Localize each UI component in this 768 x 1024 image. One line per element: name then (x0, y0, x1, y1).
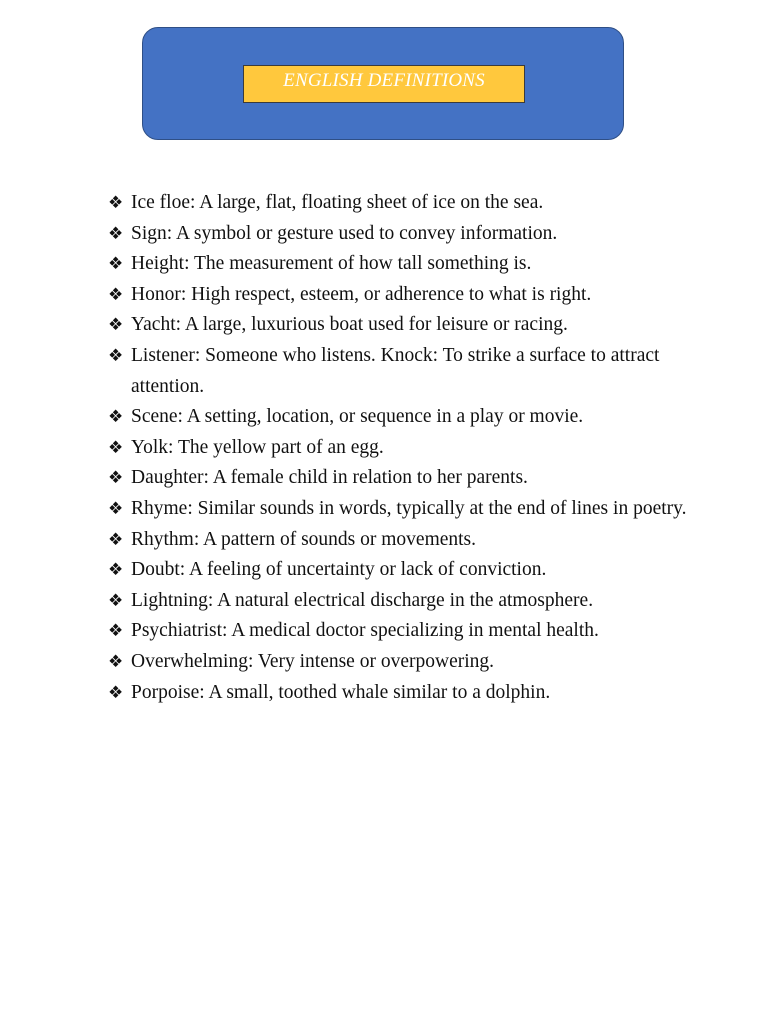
bullet-icon: ❖ (108, 437, 124, 457)
definition-text: Psychiatrist: A medical doctor specializing in mental health. (131, 620, 599, 642)
bullet-icon: ❖ (108, 193, 124, 212)
bullet-icon: ❖ (108, 498, 124, 518)
bullet-icon: ❖ (108, 345, 124, 365)
definition-text: Yolk: The yellow part of an egg. (131, 436, 384, 458)
list-item (108, 219, 688, 250)
definition-text: Honor: High respect, esteem, or adherence to what is right. (131, 283, 592, 305)
definition-text: Ice floe: A large, flat, floating sheet of ice on the sea. (131, 192, 544, 213)
definition-text: Doubt: A feeling of uncertainty or lack of conviction. (131, 559, 547, 581)
definition-text: Sign: A symbol or gesture used to convey information. (131, 222, 558, 244)
list-item (108, 555, 688, 586)
list-item (108, 525, 688, 556)
bullet-icon: ❖ (108, 682, 124, 702)
definition-text: Listener: Someone who listens. Knock: To strike a surface to attract attention. (131, 344, 660, 397)
bullet-icon: ❖ (108, 560, 124, 580)
page-title: ENGLISH DEFINITIONS (283, 70, 485, 91)
definition-text: Height: The measurement of how tall something is. (131, 253, 532, 275)
definition-text: Rhythm: A pattern of sounds or movements. (131, 528, 477, 550)
header-banner (142, 27, 624, 140)
list-item (108, 616, 688, 647)
bullet-icon: ❖ (108, 651, 124, 671)
definition-text: Scene: A setting, location, or sequence in a play or movie. (131, 406, 584, 428)
list-item (108, 249, 688, 280)
definition-text: Rhyme: Similar sounds in words, typically at the end of lines in poetry. (131, 497, 687, 519)
list-item (108, 402, 688, 433)
definitions-list (108, 188, 688, 708)
bullet-icon: ❖ (108, 529, 124, 549)
list-item (108, 647, 688, 678)
bullet-icon: ❖ (108, 621, 124, 641)
list-item (108, 341, 688, 402)
bullet-icon: ❖ (108, 468, 124, 488)
definition-text: Daughter: A female child in relation to her parents. (131, 467, 528, 489)
list-item (108, 586, 688, 617)
definition-text: Lightning: A natural electrical discharge in the atmosphere. (131, 589, 594, 611)
list-item (108, 310, 688, 341)
bullet-icon: ❖ (108, 223, 124, 243)
bullet-icon: ❖ (108, 407, 124, 427)
bullet-icon: ❖ (108, 284, 124, 304)
title-box (243, 65, 525, 103)
definition-text: Yacht: A large, luxurious boat used for leisure or racing. (131, 314, 568, 336)
definition-text: Overwhelming: Very intense or overpowering. (131, 650, 495, 672)
bullet-icon: ❖ (108, 254, 124, 274)
list-item (108, 494, 688, 525)
list-item (108, 463, 688, 494)
definition-text: Porpoise: A small, toothed whale similar to a dolphin. (131, 681, 551, 703)
list-item (108, 678, 688, 709)
list-item (108, 433, 688, 464)
list-item (108, 280, 688, 311)
bullet-icon: ❖ (108, 315, 124, 335)
list-item (108, 188, 688, 219)
bullet-icon: ❖ (108, 590, 124, 610)
